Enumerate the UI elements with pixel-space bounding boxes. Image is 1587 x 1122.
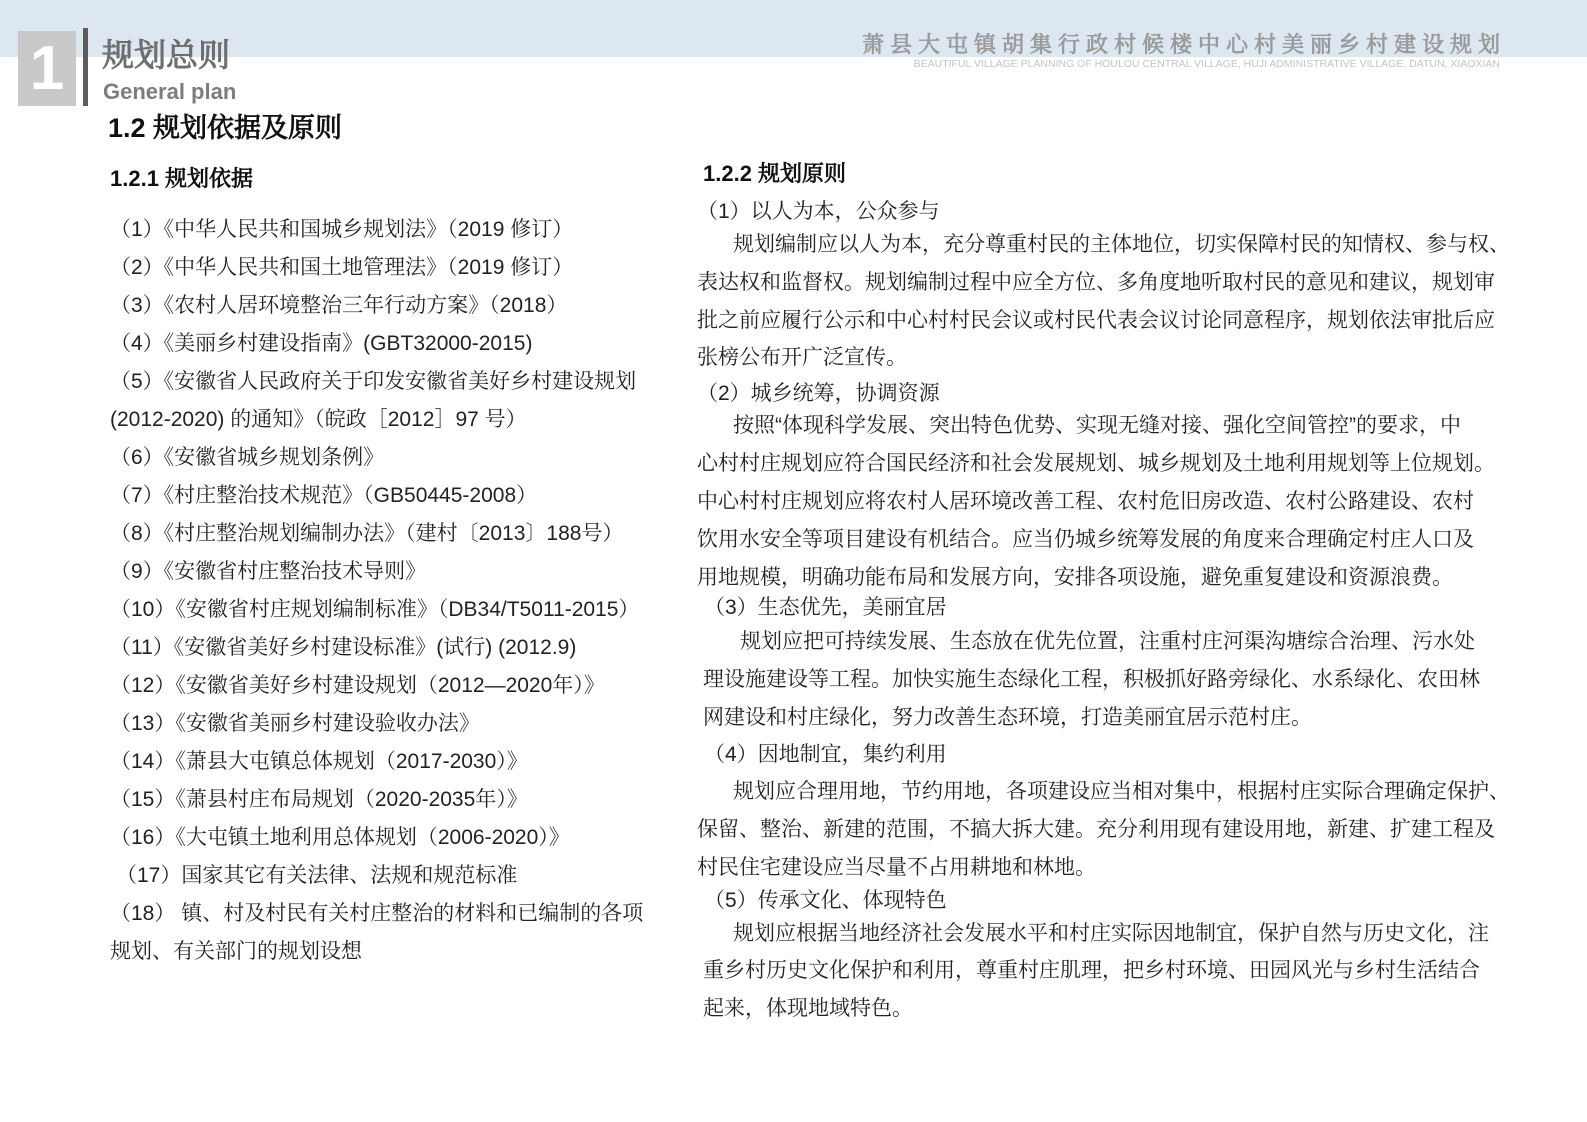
chapter-subtitle-en: General plan: [103, 79, 237, 104]
basis-item-text: （2）《中华人民共和国土地管理法》（2019 修订）: [110, 256, 574, 279]
basis-item-text: （12）《安徽省美好乡村建设规划（2012—2020年）》: [110, 674, 605, 697]
principle-heading: （1）以人为本，公众参与: [697, 200, 940, 223]
principle-paragraph-line: 村民住宅建设应当尽量不占用耕地和林地。: [697, 856, 1096, 879]
basis-item: [0, 895, 690, 971]
basis-item: [0, 211, 690, 249]
basis-item: [0, 363, 690, 439]
principle-paragraph-line: 规划应把可持续发展、生态放在优先位置，注重村庄河渠沟塘综合治理、污水处: [740, 630, 1475, 653]
basis-item: [0, 591, 690, 629]
principle-paragraph-line: 表达权和监督权。规划编制过程中应全方位、多角度地听取村民的意见和建议，规划审: [697, 271, 1495, 294]
basis-item-text: （7）《村庄整治技术规范》（GB50445-2008）: [110, 484, 538, 507]
principle-paragraph-line: 按照“体现科学发展、突出特色优势、实现无缝对接、强化空间管控”的要求，中: [733, 414, 1461, 437]
basis-item-text: （5）《安徽省人民政府关于印发安徽省美好乡村建设规划: [110, 370, 637, 393]
basis-item-text: （3）《农村人居环境整治三年行动方案》（2018）: [110, 294, 568, 317]
chapter-number-box: 1: [18, 31, 76, 106]
basis-item: [0, 325, 690, 363]
basis-item-text-continued: 规划、有关部门的规划设想: [110, 940, 362, 963]
basis-item: [0, 705, 690, 743]
basis-item: [0, 743, 690, 781]
basis-item-text: （8）《村庄整治规划编制办法》（建村〔2013〕188号）: [110, 522, 624, 545]
chapter-divider-bar: [83, 28, 88, 106]
basis-item-text: （16）《大屯镇土地利用总体规划（2006-2020）》: [110, 826, 570, 849]
principle-paragraph-line: 批之前应履行公示和中心村村民会议或村民代表会议讨论同意程序，规划依法审批后应: [697, 309, 1495, 332]
principle-paragraph-line: 中心村村庄规划应将农村人居环境改善工程、农村危旧房改造、农村公路建设、农村: [697, 490, 1474, 513]
principle-heading: （3）生态优先，美丽宜居: [704, 596, 947, 619]
basis-item: [0, 553, 690, 591]
principle-heading: （4）因地制宜，集约利用: [704, 743, 947, 766]
principle-paragraph-line: 规划编制应以人为本，充分尊重村民的主体地位，切实保障村民的知情权、参与权、: [733, 233, 1510, 256]
principles-title: 1.2.2 规划原则: [703, 161, 847, 186]
basis-title: 1.2.1 规划依据: [110, 166, 254, 191]
basis-item-text: （18） 镇、村及村民有关村庄整治的材料和已编制的各项: [110, 902, 644, 925]
principle-paragraph-line: 网建设和村庄绿化，努力改善生态环境，打造美丽宜居示范村庄。: [703, 706, 1312, 729]
document-title: 萧县大屯镇胡集行政村候楼中心村美丽乡村建设规划: [861, 32, 1506, 57]
basis-item-text: （6）《安徽省城乡规划条例》: [110, 446, 385, 469]
basis-item-text: （11）《安徽省美好乡村建设标准》(试行) (2012.9): [110, 636, 577, 659]
basis-item: [0, 667, 690, 705]
document-title-en: BEAUTIFUL VILLAGE PLANNING OF HOULOU CENTRAL VILLAGE, HUJI ADMINISTRATIVE VILLAGE, DATUN, XIAOXIAN: [913, 58, 1500, 70]
basis-item-text: （10）《安徽省村庄规划编制标准》（DB34/T5011-2015）: [110, 598, 640, 621]
principle-paragraph-line: 理设施建设等工程。加快实施生态绿化工程，积极抓好路旁绿化、水系绿化、农田林: [703, 668, 1480, 691]
basis-item: [0, 249, 690, 287]
basis-item: [0, 857, 690, 895]
basis-item-text: （14）《萧县大屯镇总体规划（2017-2030）》: [110, 750, 528, 773]
chapter-title: 规划总则: [102, 37, 231, 73]
basis-list: [0, 211, 690, 971]
basis-item-text-continued: (2012-2020) 的通知》（皖政［2012］97 号）: [110, 408, 527, 431]
basis-item: [0, 477, 690, 515]
basis-item-text: （4）《美丽乡村建设指南》(GBT32000-2015): [110, 332, 533, 355]
principle-paragraph-line: 规划应根据当地经济社会发展水平和村庄实际因地制宜，保护自然与历史文化，注: [733, 922, 1489, 945]
basis-item-text: （1）《中华人民共和国城乡规划法》（2019 修订）: [110, 218, 574, 241]
basis-item: [0, 819, 690, 857]
principle-heading: （2）城乡统筹，协调资源: [697, 382, 940, 405]
basis-item-text: （13）《安徽省美丽乡村建设验收办法》: [110, 712, 480, 735]
principle-paragraph-line: 保留、整治、新建的范围，不搞大拆大建。充分利用现有建设用地，新建、扩建工程及: [697, 818, 1495, 841]
principle-paragraph-line: 饮用水安全等项目建设有机结合。应当仍城乡统筹发展的角度来合理确定村庄人口及: [697, 528, 1474, 551]
basis-item-text: （9）《安徽省村庄整治技术导则》: [110, 560, 427, 583]
principle-paragraph-line: 用地规模，明确功能布局和发展方向，安排各项设施，避免重复建设和资源浪费。: [697, 566, 1453, 589]
basis-item-text: （15）《萧县村庄布局规划（2020-2035年）》: [110, 788, 528, 811]
basis-item: [0, 439, 690, 477]
basis-item: [0, 515, 690, 553]
principle-paragraph-line: 重乡村历史文化保护和利用，尊重村庄肌理，把乡村环境、田园风光与乡村生活结合: [703, 959, 1480, 982]
principle-paragraph-line: 心村村庄规划应符合国民经济和社会发展规划、城乡规划及土地利用规划等上位规划。: [697, 452, 1495, 475]
basis-item: [0, 287, 690, 325]
basis-item-text: （17）国家其它有关法律、法规和规范标准: [116, 864, 518, 887]
principle-paragraph-line: 规划应合理用地，节约用地，各项建设应当相对集中，根据村庄实际合理确定保护、: [733, 780, 1510, 803]
principle-paragraph-line: 张榜公布开广泛宣传。: [697, 346, 907, 369]
principle-paragraph-line: 起来，体现地域特色。: [703, 997, 913, 1020]
section-title: 1.2 规划依据及原则: [108, 113, 343, 143]
basis-item: [0, 781, 690, 819]
basis-item: [0, 629, 690, 667]
principle-heading: （5）传承文化、体现特色: [704, 889, 947, 912]
